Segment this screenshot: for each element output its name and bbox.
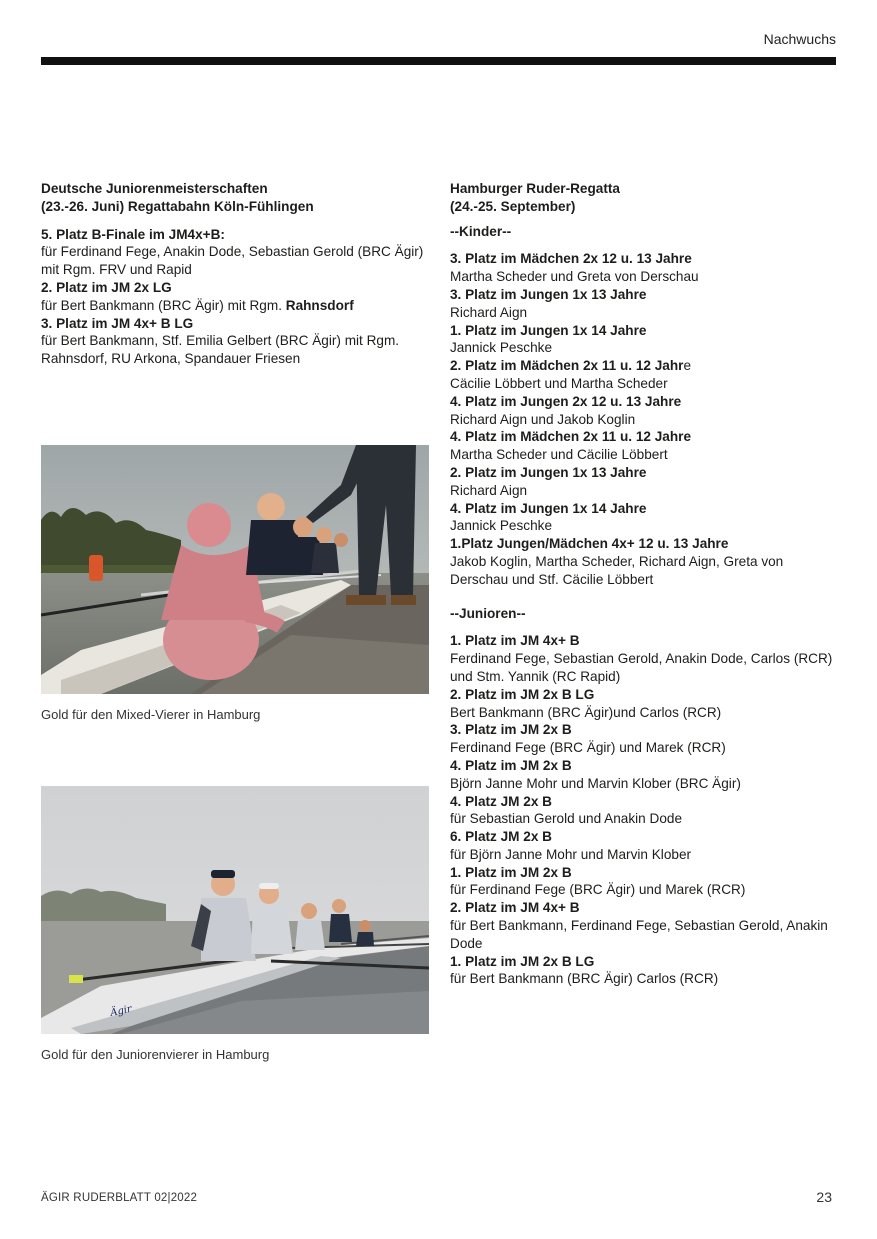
result-entry <box>450 721 845 757</box>
left-heading-line1: Deutsche Juniorenmeisterschaften <box>41 181 268 196</box>
result-text: für Bert Bankmann, Stf. Emilia Gelbert (BRC Ägir) mit Rgm. Rahnsdorf, RU Arkona, Spandauer Friesen <box>41 333 400 367</box>
result-title: 3. Platz im Jungen 1x 13 Jahre <box>450 286 647 302</box>
result-text: Jannick Peschke <box>450 518 553 534</box>
result-entry <box>450 535 845 588</box>
result-title: 2. Platz im JM 2x LG <box>41 279 172 295</box>
result-title: 1. Platz im JM 2x B <box>450 864 572 880</box>
result-title: 4. Platz im JM 2x B <box>450 757 572 773</box>
result-entry <box>450 464 845 500</box>
photo-mixed-quad <box>41 445 429 694</box>
result-text: für Ferdinand Fege (BRC Ägir) und Marek (RCR) <box>450 882 746 898</box>
result-text: Martha Scheder und Greta von Derschau <box>450 269 699 285</box>
result-title: 2. Platz im JM 4x+ B <box>450 900 580 916</box>
result-text-plain: für Bert Bankmann (BRC Ägir) mit Rgm. <box>41 297 286 313</box>
result-text: Richard Aign <box>450 304 528 320</box>
result-text: Jannick Peschke <box>450 340 553 356</box>
result-entry <box>450 357 845 393</box>
left-heading-line2: (23.-26. Juni) Regattabahn Köln-Fühlingen <box>41 198 314 214</box>
result-title: 1.Platz Jungen/Mädchen 4x+ 12 u. 13 Jahre <box>450 536 729 552</box>
photo-junior-quad <box>41 786 429 1034</box>
right-column <box>450 180 845 988</box>
result-entry <box>450 393 845 429</box>
result-entry <box>450 686 845 722</box>
result-title: 3. Platz im JM 4x+ B LG <box>41 315 194 331</box>
result-title: 4. Platz im Jungen 2x 12 u. 13 Jahre <box>450 393 682 409</box>
right-heading-line2: (24.-25. September) <box>450 198 576 214</box>
right-heading-line1: Hamburger Ruder-Regatta <box>450 181 620 196</box>
result-entry <box>450 793 845 829</box>
result-entry <box>41 226 431 279</box>
result-title: 5. Platz B-Finale im JM4x+B: <box>41 226 225 242</box>
photo-caption-mixed-quad: Gold für den Mixed-Vierer in Hamburg <box>41 707 261 722</box>
result-title: 1. Platz im JM 2x B LG <box>450 953 595 969</box>
result-text: Ferdinand Fege, Sebastian Gerold, Anakin Dode, Carlos (RCR) und Stm. Yannik (RC Rapid) <box>450 651 833 684</box>
result-title-bold: 2. Platz im Mädchen 2x 11 u. 12 Jahr <box>450 358 684 374</box>
result-text: für Ferdinand Fege, Anakin Dode, Sebastian Gerold (BRC Ägir) mit Rgm. FRV und Rapid <box>41 244 424 278</box>
result-title-rest: e <box>683 358 692 374</box>
result-entry <box>41 279 431 315</box>
result-text: Bert Bankmann (BRC Ägir)und Carlos (RCR) <box>450 704 722 720</box>
result-entry <box>41 315 431 368</box>
photo-mixed-quad-illustration <box>41 445 429 694</box>
result-text-bold: Rahnsdorf <box>285 297 354 313</box>
result-entry <box>450 286 845 322</box>
header-rule <box>41 57 836 65</box>
result-entry <box>450 828 845 864</box>
result-entry <box>450 250 845 286</box>
result-entry <box>450 428 845 464</box>
result-title: 6. Platz JM 2x B <box>450 829 552 845</box>
result-title: 2. Platz im Jungen 1x 13 Jahre <box>450 464 647 480</box>
result-title <box>450 357 845 375</box>
result-title: 4. Platz JM 2x B <box>450 793 552 809</box>
result-text: für Sebastian Gerold und Anakin Dode <box>450 811 683 827</box>
result-text: Jakob Koglin, Martha Scheder, Richard Aign, Greta von Derschau und Stf. Cäcilie Löbbert <box>450 553 784 587</box>
result-text: Richard Aign <box>450 482 528 498</box>
result-text: Cäcilie Löbbert und Martha Scheder <box>450 375 668 391</box>
left-column <box>41 180 431 368</box>
boat-name-text: Ägir <box>109 1003 133 1019</box>
result-title: 3. Platz im Mädchen 2x 12 u. 13 Jahre <box>450 251 692 267</box>
result-entry <box>450 953 845 989</box>
result-entry <box>450 500 845 536</box>
footer-publication: ÄGIR RUDERBLATT 02|2022 <box>41 1192 198 1204</box>
result-text: Richard Aign und Jakob Koglin <box>450 411 636 427</box>
result-text: für Bert Bankmann (BRC Ägir) Carlos (RCR) <box>450 971 719 987</box>
result-entry <box>450 899 845 952</box>
result-title: 4. Platz im Mädchen 2x 11 u. 12 Jahre <box>450 429 692 445</box>
result-text: für Björn Janne Mohr und Marvin Klober <box>450 846 692 862</box>
result-text <box>41 297 431 315</box>
result-title: 1. Platz im Jungen 1x 14 Jahre <box>450 322 647 338</box>
result-title: 4. Platz im Jungen 1x 14 Jahre <box>450 500 647 516</box>
result-text: Martha Scheder und Cäcilie Löbbert <box>450 447 668 463</box>
junioren-label: --Junioren-- <box>450 605 526 621</box>
result-title: 2. Platz im JM 2x B LG <box>450 686 595 702</box>
kinder-label: --Kinder-- <box>450 223 512 239</box>
result-text: Ferdinand Fege (BRC Ägir) und Marek (RCR) <box>450 740 726 756</box>
result-entry <box>450 632 845 685</box>
page-number: 23 <box>816 1189 832 1205</box>
photo-caption-junior-quad: Gold für den Juniorenvierer in Hamburg <box>41 1047 270 1062</box>
result-text: für Bert Bankmann, Ferdinand Fege, Sebastian Gerold, Anakin Dode <box>450 918 828 951</box>
result-text: Björn Janne Mohr und Marvin Klober (BRC Ägir) <box>450 775 741 791</box>
result-title: 1. Platz im JM 4x+ B <box>450 633 580 649</box>
result-entry <box>450 322 845 358</box>
result-entry <box>450 864 845 900</box>
result-title: 3. Platz im JM 2x B <box>450 722 572 738</box>
section-label: Nachwuchs <box>763 31 836 47</box>
photo-junior-quad-illustration <box>41 786 429 1034</box>
result-entry <box>450 757 845 793</box>
